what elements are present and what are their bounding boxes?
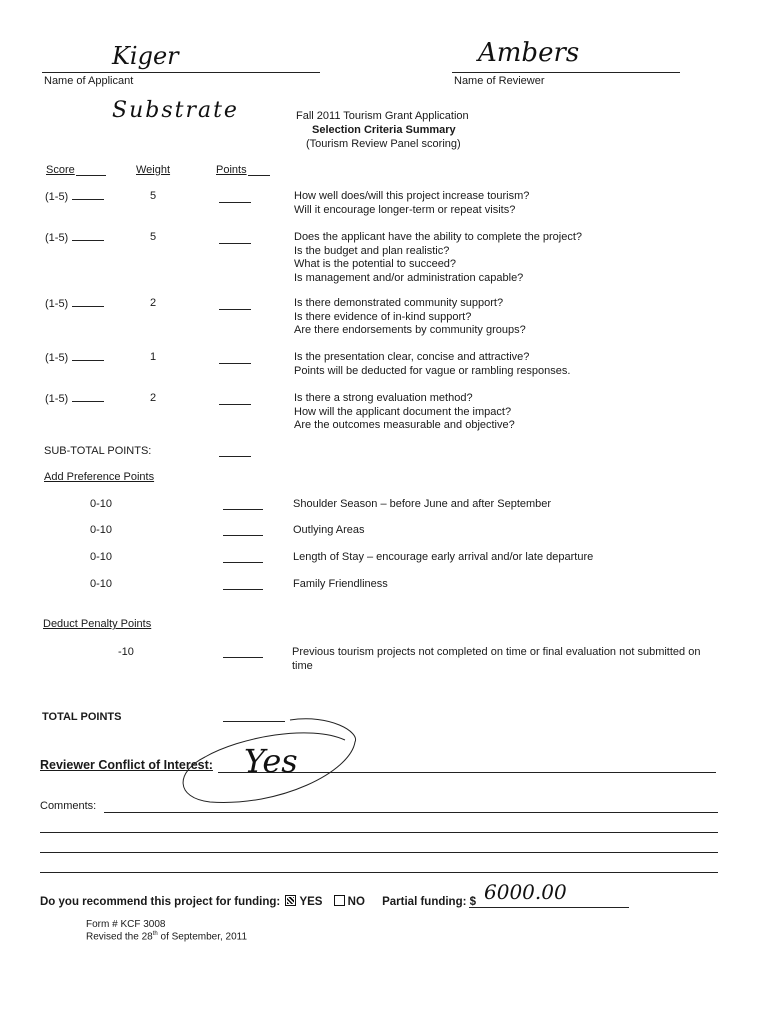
preference-points-field[interactable]: [223, 534, 263, 536]
weight-value: 2: [150, 392, 157, 404]
points-field[interactable]: [219, 403, 251, 405]
partial-funding-label: Partial funding: $: [382, 896, 477, 908]
criteria-question: Is the presentation clear, concise and attractive? Points will be deducted for vague or rambling responses.: [294, 351, 571, 377]
partial-funding-amount: 6000.00: [484, 880, 567, 904]
preference-label: Outlying Areas: [293, 524, 365, 536]
score-range: (1-5): [45, 231, 104, 244]
applicant-name-line: [42, 72, 320, 73]
points-field[interactable]: [219, 201, 251, 203]
preference-range: 0-10: [90, 578, 113, 590]
col-score-rule: [76, 175, 106, 176]
reviewer-label: Name of Reviewer: [454, 75, 545, 87]
handwritten-note: Substrate: [112, 98, 239, 123]
preference-heading: Add Preference Points: [44, 471, 155, 483]
comments-line-4[interactable]: [40, 872, 718, 873]
form-subtitle: Selection Criteria Summary: [312, 124, 456, 136]
form-title: Fall 2011 Tourism Grant Application: [296, 110, 469, 122]
circled-answer-mark: [170, 712, 370, 812]
weight-value: 2: [150, 297, 157, 309]
subtotal-points-field[interactable]: [219, 455, 251, 457]
comments-line-2[interactable]: [40, 832, 718, 833]
penalty-value: -10: [118, 646, 134, 658]
revised-date: Revised the 28th of September, 2011: [86, 931, 248, 943]
reviewer-signature: Ambers: [478, 38, 580, 68]
no-checkbox[interactable]: [334, 895, 345, 906]
criteria-question: Does the applicant have the ability to complete the project? Is the budget and plan realistic? What is the potential to succeed? Is management and/or administration capable?: [294, 231, 583, 284]
comments-label: Comments:: [40, 800, 97, 812]
preference-label: Length of Stay – encourage early arrival and/or late departure: [293, 551, 594, 563]
weight-value: 1: [150, 351, 157, 363]
points-field[interactable]: [219, 308, 251, 310]
penalty-points-field[interactable]: [223, 656, 263, 658]
score-range: (1-5): [45, 297, 104, 310]
score-field[interactable]: [72, 392, 104, 402]
preference-range: 0-10: [90, 524, 113, 536]
preference-points-field[interactable]: [223, 588, 263, 590]
form-subtitle-note: (Tourism Review Panel scoring): [306, 138, 461, 150]
score-field[interactable]: [72, 351, 104, 361]
funding-row: [40, 895, 476, 908]
reviewer-name-line: [452, 72, 680, 73]
preference-points-field[interactable]: [223, 508, 263, 510]
col-score: Score: [46, 164, 75, 176]
col-points-rule: [248, 175, 270, 176]
yes-checkbox[interactable]: [285, 895, 296, 906]
yes-label: YES: [299, 896, 323, 908]
criteria-question: Is there demonstrated community support? Is there evidence of in-kind support? Are there endorsements by community groups?: [294, 297, 526, 336]
preference-range: 0-10: [90, 498, 113, 510]
col-points: Points: [216, 164, 247, 176]
comments-line-3[interactable]: [40, 852, 718, 853]
weight-value: 5: [150, 190, 157, 202]
weight-value: 5: [150, 231, 157, 243]
points-field[interactable]: [219, 362, 251, 364]
preference-label: Family Friendliness: [293, 578, 388, 590]
applicant-signature: Kiger: [112, 42, 179, 70]
subtotal-label: SUB-TOTAL POINTS:: [44, 445, 152, 457]
comments-line-1[interactable]: [104, 812, 718, 813]
col-weight: Weight: [136, 164, 171, 176]
funding-question: Do you recommend this project for funding:: [40, 896, 281, 908]
preference-range: 0-10: [90, 551, 113, 563]
preference-points-field[interactable]: [223, 561, 263, 563]
score-field[interactable]: [72, 231, 104, 241]
partial-funding-line[interactable]: [469, 907, 629, 908]
score-range: (1-5): [45, 392, 104, 405]
applicant-label: Name of Applicant: [44, 75, 134, 87]
total-label: TOTAL POINTS: [42, 711, 122, 723]
penalty-description: Previous tourism projects not completed on time or final evaluation not submitted on time: [292, 646, 701, 672]
conflict-label: Reviewer Conflict of Interest:: [40, 758, 213, 772]
score-range: (1-5): [45, 190, 104, 203]
conflict-answer: Yes: [244, 742, 298, 780]
penalty-heading: Deduct Penalty Points: [43, 618, 152, 630]
score-field[interactable]: [72, 297, 104, 307]
form-number: Form # KCF 3008: [86, 919, 166, 930]
preference-label: Shoulder Season – before June and after September: [293, 498, 552, 510]
score-range: (1-5): [45, 351, 104, 364]
criteria-question: How well does/will this project increase tourism? Will it encourage longer-term or repeat visits?: [294, 190, 530, 216]
criteria-question: Is there a strong evaluation method? How will the applicant document the impact? Are the outcomes measurable and objective?: [294, 392, 515, 431]
score-field[interactable]: [72, 190, 104, 200]
points-field[interactable]: [219, 242, 251, 244]
no-label: NO: [347, 896, 365, 908]
